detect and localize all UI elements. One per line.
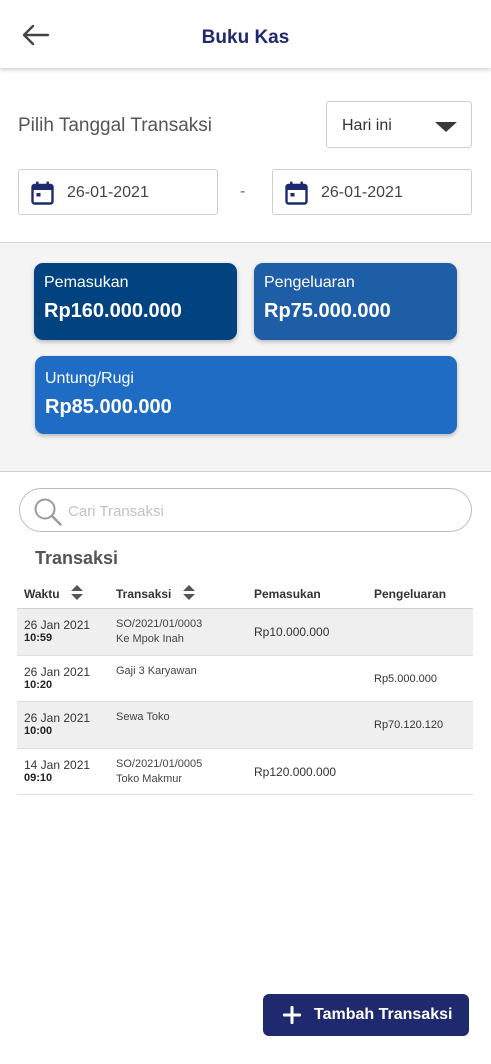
expense-amount: Rp75.000.000 <box>264 300 391 322</box>
row-date: 26 Jan 2021 <box>24 618 91 632</box>
sort-icon <box>71 585 83 601</box>
row-transaction-ref: Sewa Toko <box>116 711 170 723</box>
row-transaction-ref: SO/2021/01/0003 <box>116 618 203 630</box>
income-label: Pemasukan <box>44 274 129 291</box>
row-transaction-note: Toko Makmur <box>116 772 183 785</box>
table-row[interactable] <box>17 609 473 656</box>
table-row[interactable] <box>17 749 473 796</box>
row-transaction-note: Ke Mpok Inah <box>116 633 184 645</box>
row-date: 26 Jan 2021 <box>24 711 91 725</box>
income-amount: Rp160.000.000 <box>44 300 182 322</box>
profit-loss-amount: Rp85.000.000 <box>45 396 172 418</box>
end-date-field[interactable] <box>272 169 472 215</box>
period-dropdown-value: Hari ini <box>342 117 392 134</box>
table-header <box>17 578 473 609</box>
date-filter-section <box>0 68 491 243</box>
end-date-value: 26-01-2021 <box>321 184 403 201</box>
date-filter-label: Pilih Tanggal Transaksi <box>18 115 212 136</box>
column-header-transaksi[interactable] <box>116 587 195 603</box>
column-header-label: Transaksi <box>116 587 172 602</box>
column-header-pengeluaran: Pengeluaran <box>374 587 447 601</box>
row-transaction-ref: Gaji 3 Karyawan <box>116 664 197 677</box>
expense-label: Pengeluaran <box>264 274 355 291</box>
add-transaction-label: Tambah Transaksi <box>314 1006 453 1023</box>
row-time: 10:00 <box>24 725 53 737</box>
row-time: 09:10 <box>24 771 53 784</box>
row-date: 26 Jan 2021 <box>24 664 91 679</box>
page-title: Buku Kas <box>201 27 290 48</box>
row-expense: Rp70.120.120 <box>374 719 444 731</box>
row-income: Rp10.000.000 <box>254 625 330 639</box>
row-date: 14 Jan 2021 <box>24 757 91 772</box>
column-header-label: Waktu <box>24 587 60 602</box>
search-bar <box>19 488 472 532</box>
sort-icon <box>183 585 195 601</box>
profit-loss-card <box>35 356 457 434</box>
profit-loss-label: Untung/Rugi <box>45 370 134 387</box>
app-header <box>0 0 491 68</box>
transactions-table <box>17 578 473 795</box>
date-range-separator: - <box>240 183 246 200</box>
expense-card <box>254 263 457 340</box>
table-row[interactable] <box>17 702 473 749</box>
row-transaction-ref: SO/2021/01/0005 <box>116 757 203 770</box>
start-date-field[interactable] <box>18 169 218 215</box>
row-income: Rp120.000.000 <box>254 764 337 779</box>
row-expense: Rp5.000.000 <box>374 672 437 685</box>
row-time: 10:59 <box>24 632 53 644</box>
add-transaction-button[interactable] <box>263 994 469 1036</box>
column-header-pemasukan: Pemasukan <box>254 587 321 601</box>
chevron-down-icon <box>435 122 457 132</box>
table-row[interactable] <box>17 656 473 703</box>
start-date-value: 26-01-2021 <box>67 184 149 201</box>
income-card <box>34 263 237 340</box>
transactions-title: Transaksi <box>35 548 119 568</box>
column-header-waktu[interactable] <box>24 587 83 603</box>
search-input[interactable] <box>68 499 448 523</box>
plus-icon <box>282 1005 302 1025</box>
calendar-icon <box>31 181 54 205</box>
period-dropdown[interactable] <box>326 101 472 148</box>
row-time: 10:20 <box>24 678 53 691</box>
search-icon <box>33 497 63 527</box>
summary-section <box>0 243 491 472</box>
calendar-icon <box>285 181 308 205</box>
